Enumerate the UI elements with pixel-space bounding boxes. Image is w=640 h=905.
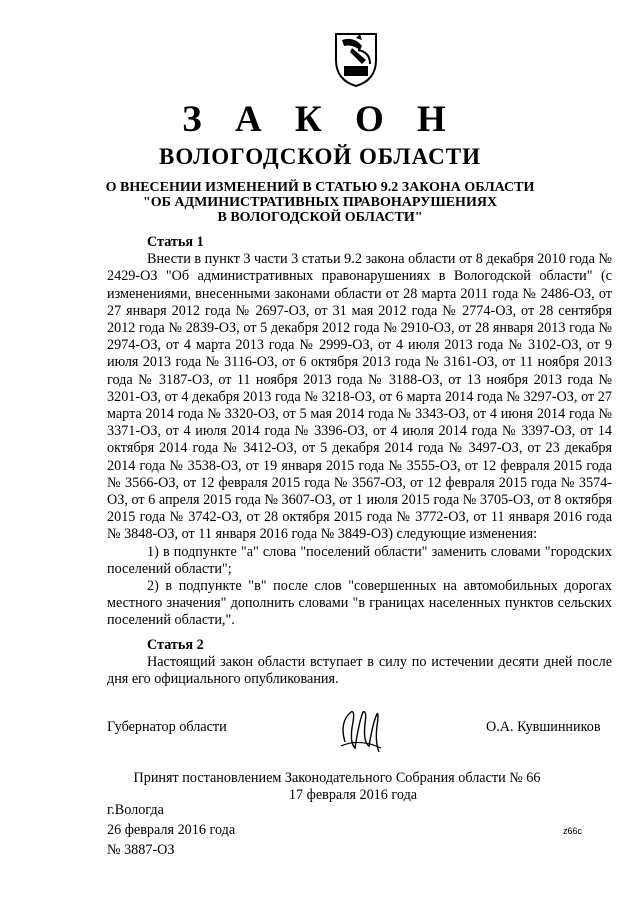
region-title: ВОЛОГОДСКОЙ ОБЛАСТИ xyxy=(159,144,481,169)
adoption-line: Принят постановлением Законодательного Собрания области № 66 xyxy=(133,770,541,786)
governor-name: О.А. Кувшинников xyxy=(486,719,601,735)
signature-icon xyxy=(335,702,383,760)
subtitle-line: "ОБ АДМИНИСТРАТИВНЫХ ПРАВОНАРУШЕНИЯХ xyxy=(142,195,498,210)
governor-label: Губернатор области xyxy=(107,719,227,735)
law-title: З А К О Н xyxy=(182,99,458,140)
article-1-item: 1) в подпункте "а" слова "поселений области" заменить словами "городских поселений области"; xyxy=(107,543,612,577)
subtitle-line: В ВОЛОГОДСКОЙ ОБЛАСТИ" xyxy=(217,210,423,225)
signing-date: 26 февраля 2016 года xyxy=(107,822,236,838)
article-1-heading: Статья 1 xyxy=(147,234,204,250)
law-subtitle xyxy=(0,180,640,225)
article-1-text: Внести в пункт 3 части 3 статьи 9.2 закона области от 8 декабря 2010 года № 2429-ОЗ "Об административных правонарушениях в Вологодской области" (с изменениями, внесенными законами области от 28 марта 2011 года № 2486-ОЗ, от 27 января 2012 года № 2697-ОЗ, от 31 мая 2012 года № 2774-ОЗ, от 28 сентября 2012 года № 2839-ОЗ, от 5 декабря 2012 года № 2910-ОЗ, от 28 января 2013 года № 2974-ОЗ, от 4 марта 2013 года № 2999-ОЗ, от 4 июля 2013 года № 3102-ОЗ, от 9 июля 2013 года № 3116-ОЗ, от 6 октября 2013 года № 3161-ОЗ, от 11 ноября 2013 года № 3187-ОЗ, от 11 ноября 2013 года № 3188-ОЗ, от 13 ноября 2013 года № 3201-ОЗ, от 4 декабря 2013 года № 3218-ОЗ, от 6 марта 2014 года № 3297-ОЗ, от 27 марта 2014 года № 3320-ОЗ, от 5 мая 2014 года № 3343-ОЗ, от 4 июня 2014 года № 3371-ОЗ, от 4 июля 2014 года № 3396-ОЗ, от 4 июля 2014 года № 3397-ОЗ, от 14 октября 2014 года № 3412-ОЗ, от 5 декабря 2014 года № 3497-ОЗ, от 23 декабря 2014 года № 3538-ОЗ, от 19 января 2015 года № 3555-ОЗ, от 12 февраля 2015 года № 3566-ОЗ, от 12 февраля 2015 года № 3567-ОЗ, от 12 февраля 2015 года № 3574-ОЗ, от 6 апреля 2015 года № 3607-ОЗ, от 1 июля 2015 года № 3705-ОЗ, от 8 октября 2015 года № 3742-ОЗ, от 28 октября 2015 года № 3772-ОЗ, от 11 января 2016 года № 3848-ОЗ, от 11 января 2016 года № 3849-ОЗ) следующие изменения: xyxy=(107,251,612,543)
article-2-heading: Статья 2 xyxy=(147,637,204,653)
article-1 xyxy=(107,234,612,630)
article-2-text: Настоящий закон области вступает в силу по истечении десяти дней после дня его официального опубликования. xyxy=(107,654,612,688)
city: г.Вологда xyxy=(107,802,164,818)
coat-of-arms-icon xyxy=(332,30,380,88)
article-1-item: 2) в подпункте "в" после слов "совершенных на автомобильных дорогах местного значения" дополнить словами "в границах населенных пунктов сельских поселений области,". xyxy=(107,578,612,629)
adoption-date: 17 февраля 2016 года xyxy=(288,787,418,803)
law-number: № 3887-ОЗ xyxy=(107,842,175,858)
adoption-note xyxy=(0,770,640,804)
place-date-block xyxy=(107,800,235,860)
subtitle-line: О ВНЕСЕНИИ ИЗМЕНЕНИЙ В СТАТЬЮ 9.2 ЗАКОНА ОБЛАСТИ xyxy=(105,180,535,195)
article-2 xyxy=(107,637,612,689)
document-stamp: z66c xyxy=(563,826,583,836)
